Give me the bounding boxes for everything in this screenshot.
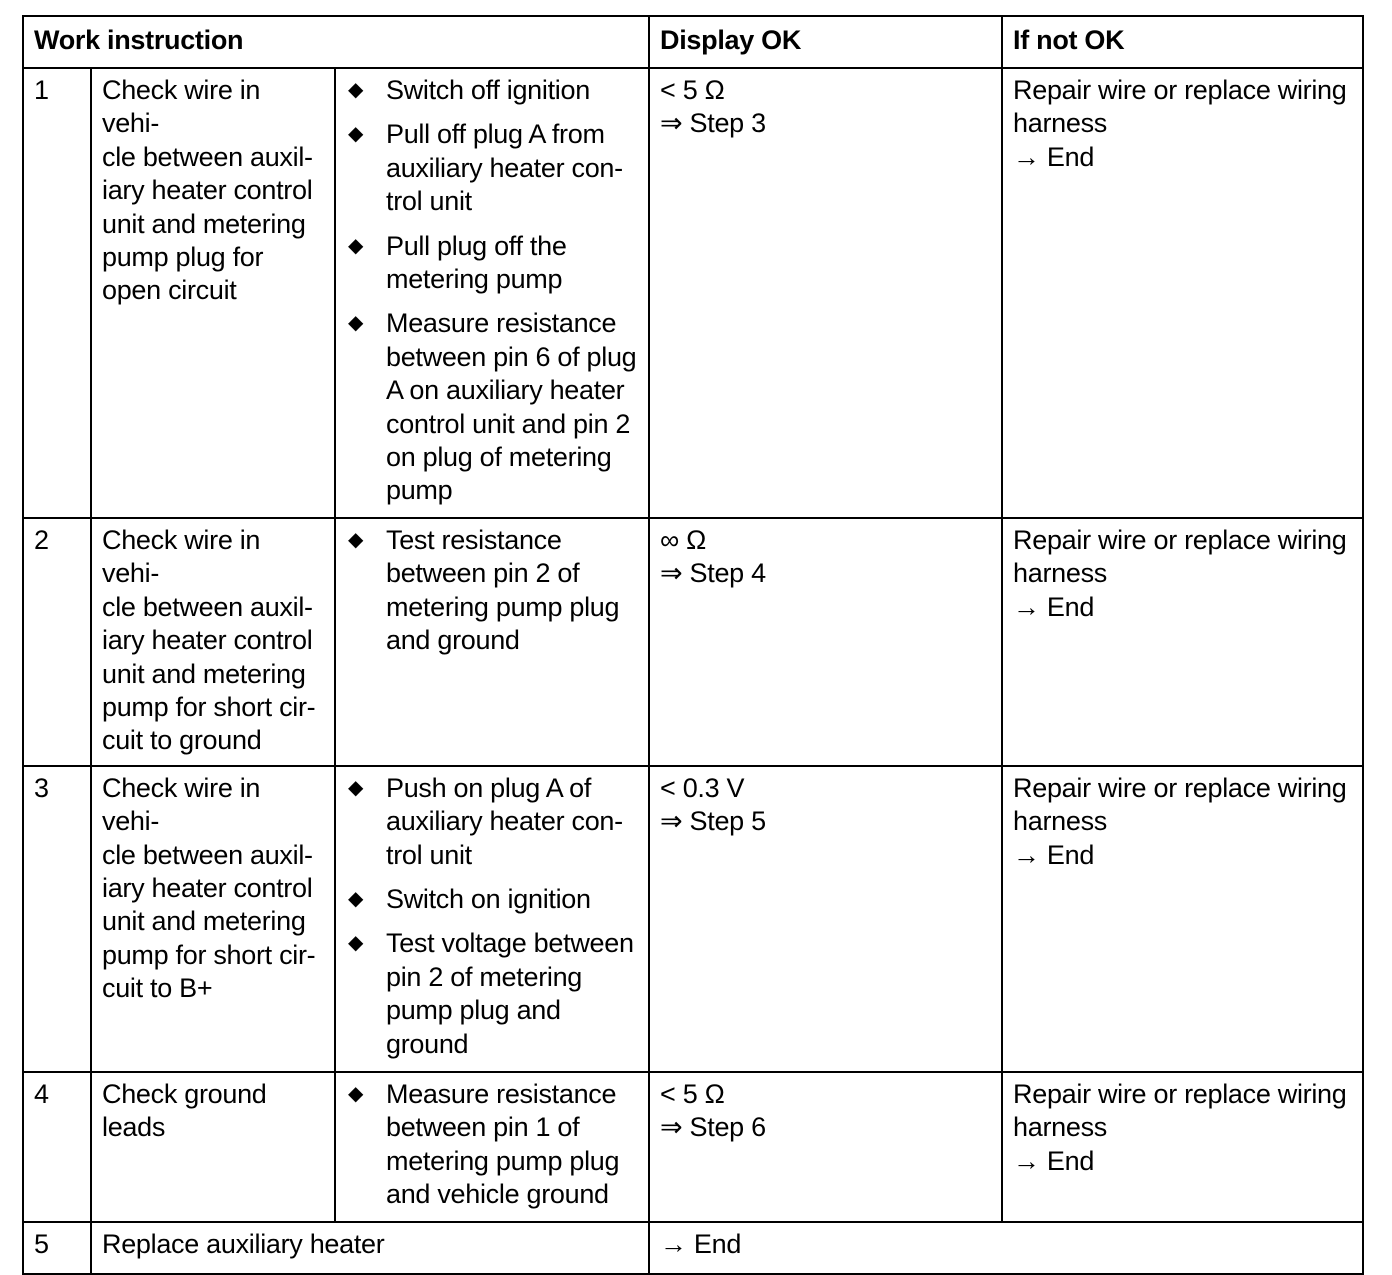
remedy-line: Repair wire or replace wiring [1013, 75, 1347, 105]
action-line: auxiliary heater con- [386, 806, 623, 837]
step-description [91, 766, 335, 1072]
remedy-end: → End [1013, 141, 1095, 172]
action-line: metering pump plug [386, 591, 620, 622]
step-actions [335, 1072, 649, 1222]
display-ok-value: < 5 Ω [660, 1078, 725, 1109]
table-row [23, 68, 1363, 518]
action-item [346, 1078, 638, 1212]
action-line: control unit and pin 2 [386, 408, 631, 439]
description-line: Check wire in vehi- [102, 525, 261, 589]
action-line: Pull plug off the [386, 230, 567, 261]
action-line: Test voltage between [386, 928, 634, 959]
diamond-bullet-icon: ◆ [348, 776, 364, 799]
description-line: unit and metering [102, 906, 306, 937]
display-ok-next-step: ⇒ Step 3 [660, 108, 766, 139]
description-line: open circuit [102, 275, 237, 306]
display-ok-value: < 0.3 V [660, 772, 745, 803]
table-row [23, 1222, 1363, 1274]
description-line: Check ground [102, 1078, 267, 1109]
display-ok-value: < 5 Ω [660, 75, 725, 105]
action-item [346, 524, 638, 658]
display-ok-value: ∞ Ω [660, 525, 707, 555]
header-if-not-ok: If not OK [1002, 16, 1363, 68]
action-line: and ground [386, 625, 520, 656]
action-list [346, 74, 638, 508]
step-number: 4 [23, 1072, 91, 1222]
step-actions [335, 518, 649, 766]
action-list [346, 524, 638, 658]
action-line: pump [386, 475, 453, 506]
description-line: cle between auxil- [102, 591, 313, 622]
header-work-instruction: Work instruction [23, 16, 649, 68]
step-number: 3 [23, 766, 91, 1072]
remedy-end: → End [1013, 1145, 1095, 1176]
action-line: metering pump [386, 264, 563, 295]
action-line: Switch on ignition [386, 884, 591, 915]
action-line: between pin 1 of [386, 1112, 580, 1143]
work-instruction-table [22, 15, 1364, 1275]
action-line: Test resistance [386, 525, 562, 555]
action-line: Switch off ignition [386, 75, 590, 105]
action-line: on plug of metering [386, 442, 612, 473]
action-line: between pin 6 of plug [386, 341, 637, 372]
action-line: Measure resistance [386, 308, 617, 339]
remedy-line: harness [1013, 806, 1107, 837]
display-ok-cell [649, 766, 1002, 1072]
table-row [23, 1072, 1363, 1222]
description-line: iary heater control [102, 625, 313, 656]
action-line: metering pump plug [386, 1145, 620, 1176]
header-row [23, 16, 1363, 68]
step-actions [335, 68, 649, 518]
action-list [346, 1078, 638, 1212]
remedy-line: Repair wire or replace wiring [1013, 772, 1347, 803]
step-description [91, 1222, 649, 1274]
step-actions [335, 766, 649, 1072]
if-not-ok-cell [1002, 68, 1363, 518]
diamond-bullet-icon: ◆ [348, 234, 364, 257]
description-line: unit and metering [102, 658, 306, 689]
description-line: cuit to B+ [102, 973, 213, 1004]
action-line: pump plug and [386, 995, 561, 1026]
display-ok-next-step: ⇒ Step 6 [660, 1112, 766, 1143]
step-number: 1 [23, 68, 91, 518]
diamond-bullet-icon: ◆ [348, 1082, 364, 1105]
diamond-bullet-icon: ◆ [348, 932, 364, 955]
action-list [346, 772, 638, 1061]
remedy-line: harness [1013, 1112, 1107, 1143]
remedy-line: harness [1013, 558, 1107, 589]
if-not-ok-cell [1002, 766, 1363, 1072]
action-item [346, 772, 638, 872]
display-ok-cell [649, 1072, 1002, 1222]
display-ok-next-step: ⇒ Step 5 [660, 806, 766, 837]
remedy-line: Repair wire or replace wiring [1013, 525, 1347, 555]
action-line: Push on plug A of [386, 772, 592, 803]
diamond-bullet-icon: ◆ [348, 123, 364, 146]
action-line: trol unit [386, 186, 472, 217]
action-item [346, 927, 638, 1061]
description-line: iary heater control [102, 873, 313, 904]
if-not-ok-cell [1002, 1072, 1363, 1222]
header-display-ok: Display OK [649, 16, 1002, 68]
diamond-bullet-icon: ◆ [348, 79, 364, 101]
table-row [23, 518, 1363, 766]
diamond-bullet-icon: ◆ [348, 312, 364, 335]
diamond-bullet-icon: ◆ [348, 888, 364, 911]
description-line: unit and metering [102, 208, 306, 239]
remedy-end: → End [1013, 591, 1095, 622]
action-line: ground [386, 1028, 469, 1059]
description-line: cuit to ground [102, 725, 262, 756]
action-line: Pull off plug A from [386, 119, 605, 150]
diamond-bullet-icon: ◆ [348, 529, 364, 551]
action-line: A on auxiliary heater [386, 375, 625, 406]
action-item [346, 307, 638, 507]
step-description [91, 68, 335, 518]
description-line: Replace auxiliary heater [102, 1228, 385, 1259]
display-ok-cell [649, 518, 1002, 766]
if-not-ok-cell [1002, 518, 1363, 766]
action-line: trol unit [386, 839, 472, 870]
action-line: pin 2 of metering [386, 961, 583, 992]
action-line: and vehicle ground [386, 1179, 609, 1210]
step-description [91, 1072, 335, 1222]
step-number: 2 [23, 518, 91, 766]
remedy-end: → End [1013, 839, 1095, 870]
description-line: leads [102, 1112, 166, 1143]
step-description [91, 518, 335, 766]
action-line: Measure resistance [386, 1078, 617, 1109]
description-line: Check wire in vehi- [102, 772, 261, 837]
step-number: 5 [23, 1222, 91, 1274]
remedy-line: harness [1013, 108, 1107, 139]
description-line: pump for short cir- [102, 692, 316, 723]
description-line: cle between auxil- [102, 141, 313, 172]
description-line: Check wire in vehi- [102, 75, 261, 139]
display-ok-cell [649, 1222, 1363, 1274]
description-line: cle between auxil- [102, 839, 313, 870]
action-line: between pin 2 of [386, 558, 580, 589]
action-item [346, 74, 638, 107]
display-ok-next-step: ⇒ Step 4 [660, 558, 766, 589]
action-line: auxiliary heater con- [386, 152, 623, 183]
display-ok-next-step: → End [660, 1228, 742, 1259]
action-item [346, 230, 638, 297]
description-line: pump for short cir- [102, 939, 316, 970]
table-row [23, 766, 1363, 1072]
action-item [346, 118, 638, 218]
display-ok-cell [649, 68, 1002, 518]
description-line: pump plug for [102, 242, 264, 273]
remedy-line: Repair wire or replace wiring [1013, 1078, 1347, 1109]
description-line: iary heater control [102, 175, 313, 206]
action-item [346, 883, 638, 916]
